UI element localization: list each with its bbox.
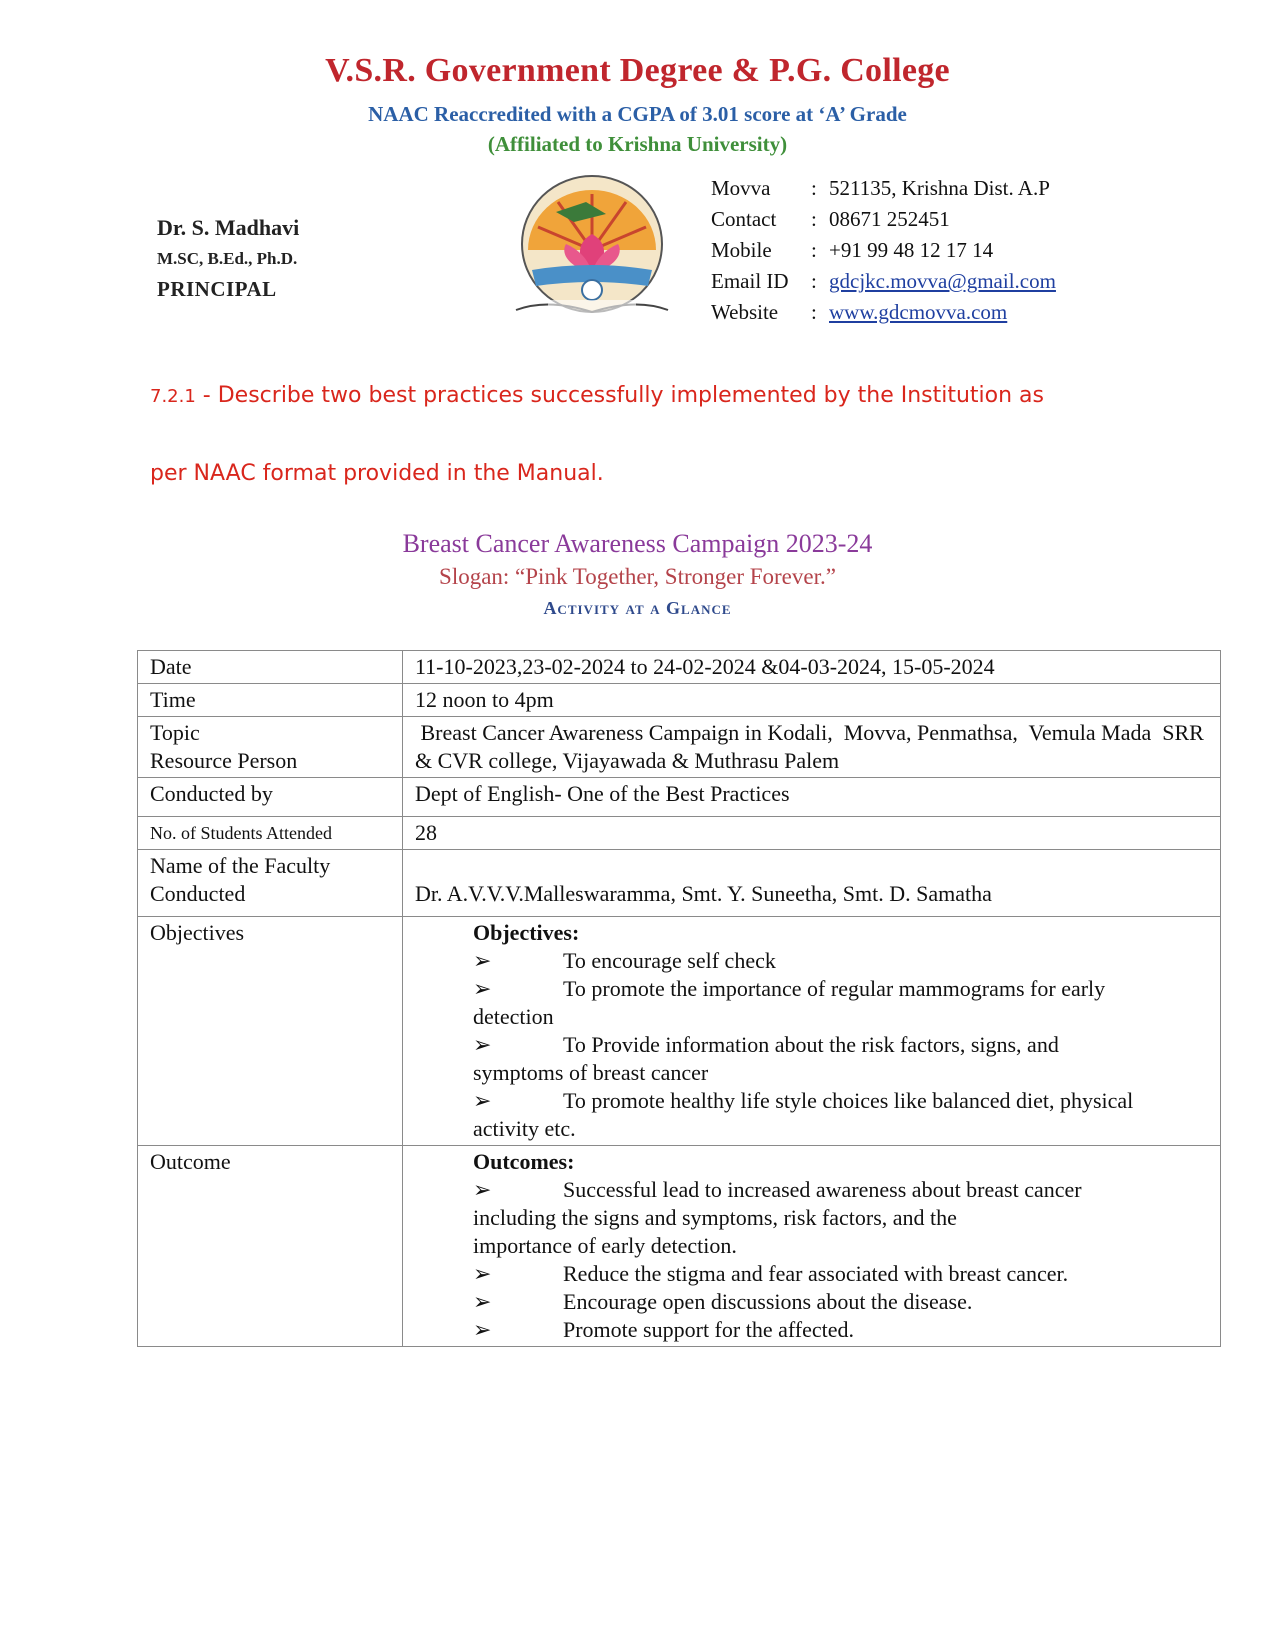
principal-block (157, 215, 299, 302)
principal-qualification: M.SC, B.Ed., Ph.D. (157, 249, 298, 268)
arrow-bullet-icon: ➢ (473, 1317, 492, 1342)
outcome-continuation: importance of early detection. (473, 1233, 737, 1258)
topic-label-cell (138, 717, 403, 778)
contact-label: Mobile (711, 238, 772, 262)
contact-label: Email ID (711, 269, 789, 293)
list-item (415, 1176, 1208, 1260)
list-item (415, 1288, 1208, 1316)
outcome-text: Encourage open discussions about the disease. (563, 1289, 973, 1314)
objectives-label: Objectives (138, 917, 403, 1146)
contact-value: +91 99 48 12 17 14 (829, 238, 994, 262)
separator: : (811, 207, 817, 231)
table-row (138, 778, 1221, 817)
topic-label: Topic (150, 720, 200, 745)
email-link[interactable]: gdcjkc.movva@gmail.com (829, 269, 1056, 293)
objective-text: To encourage self check (563, 948, 776, 973)
campaign-slogan: Slogan: “Pink Together, Stronger Forever.” (439, 564, 836, 589)
accreditation-line: NAAC Reaccredited with a CGPA of 3.01 score at ‘A’ Grade (368, 102, 907, 126)
question-number: 7.2.1 (150, 386, 196, 407)
separator: : (811, 269, 817, 293)
question-line-1 (150, 383, 1044, 408)
table-row (138, 1146, 1221, 1347)
contact-label: Movva (711, 176, 771, 200)
table-row (138, 651, 1221, 684)
question-text: - Describe two best practices successfully implemented by the Institution as (195, 383, 1045, 408)
conducted-label: Conducted by (138, 778, 403, 817)
activity-glance-heading: Activity at a Glance (543, 598, 732, 618)
students-value: 28 (403, 817, 1221, 850)
topic-value: Breast Cancer Awareness Campaign in Kodali, Movva, Penmathsa, Vemula Mada SRR & CVR college, Vijayawada & Muthrasu Palem (403, 717, 1221, 778)
table-row (138, 817, 1221, 850)
list-item (415, 1316, 1208, 1344)
table-row (138, 684, 1221, 717)
principal-name: Dr. S. Madhavi (157, 215, 300, 240)
outcome-text: Promote support for the affected. (563, 1317, 855, 1342)
objective-text: To Provide information about the risk factors, signs, and (563, 1032, 1059, 1057)
outcome-text: Reduce the stigma and fear associated with breast cancer. (563, 1261, 1069, 1286)
list-item (415, 1260, 1208, 1288)
arrow-bullet-icon: ➢ (473, 1032, 492, 1057)
resource-person-label: Resource Person (150, 748, 298, 773)
separator: : (811, 238, 817, 262)
table-row (138, 717, 1221, 778)
time-value: 12 noon to 4pm (403, 684, 1221, 717)
contact-row-phone (711, 207, 1056, 238)
outcomes-cell (403, 1146, 1221, 1347)
outcome-label: Outcome (138, 1146, 403, 1347)
contact-label: Contact (711, 207, 777, 231)
arrow-bullet-icon: ➢ (473, 1289, 492, 1314)
list-item (415, 1087, 1208, 1143)
table-row (138, 850, 1221, 917)
college-name: V.S.R. Government Degree & P.G. College (325, 52, 950, 89)
arrow-bullet-icon: ➢ (473, 976, 492, 1001)
faculty-label-2: Conducted (150, 881, 246, 906)
contact-block (711, 176, 1056, 331)
students-label: No. of Students Attended (138, 817, 403, 850)
list-item (415, 975, 1208, 1031)
contact-row-address (711, 176, 1056, 207)
separator: : (811, 300, 817, 324)
contact-row-email (711, 269, 1056, 300)
list-item (415, 947, 1208, 975)
activity-table (137, 650, 1221, 1347)
contact-row-mobile (711, 238, 1056, 269)
contact-row-website (711, 300, 1056, 331)
time-label: Time (138, 684, 403, 717)
outcomes-heading: Outcomes: (473, 1149, 575, 1174)
contact-value: 521135, Krishna Dist. A.P (829, 176, 1050, 200)
separator: : (811, 176, 817, 200)
outcome-continuation: including the signs and symptoms, risk factors, and the (473, 1205, 957, 1230)
objectives-cell (403, 917, 1221, 1146)
objectives-heading: Objectives: (473, 920, 580, 945)
conducted-value: Dept of English- One of the Best Practices (403, 778, 1221, 817)
arrow-bullet-icon: ➢ (473, 1261, 492, 1286)
faculty-label-1: Name of the Faculty (150, 853, 331, 878)
list-item (415, 1031, 1208, 1087)
arrow-bullet-icon: ➢ (473, 948, 492, 973)
date-label: Date (138, 651, 403, 684)
objective-continuation: symptoms of breast cancer (473, 1060, 709, 1085)
faculty-value: Dr. A.V.V.V.Malleswaramma, Smt. Y. Suneetha, Smt. D. Samatha (403, 850, 1221, 917)
outcome-text: Successful lead to increased awareness about breast cancer (563, 1177, 1082, 1202)
contact-value: 08671 252451 (829, 207, 950, 231)
campaign-title: Breast Cancer Awareness Campaign 2023-24 (402, 529, 873, 558)
affiliation-line: (Affiliated to Krishna University) (487, 132, 788, 156)
principal-title: PRINCIPAL (157, 277, 277, 301)
date-value: 11-10-2023,23-02-2024 to 24-02-2024 &04-03-2024, 15-05-2024 (403, 651, 1221, 684)
college-logo (508, 172, 676, 326)
website-link[interactable]: www.gdcmovva.com (829, 300, 1008, 324)
table-row (138, 917, 1221, 1146)
arrow-bullet-icon: ➢ (473, 1177, 492, 1202)
objective-continuation: detection (473, 1004, 554, 1029)
contact-label: Website (711, 300, 779, 324)
question-line-2: per NAAC format provided in the Manual. (150, 461, 604, 486)
objective-continuation: activity etc. (473, 1116, 576, 1141)
arrow-bullet-icon: ➢ (473, 1088, 492, 1113)
objective-text: To promote healthy life style choices like balanced diet, physical (563, 1088, 1134, 1113)
faculty-label-cell (138, 850, 403, 917)
objective-text: To promote the importance of regular mammograms for early (563, 976, 1106, 1001)
